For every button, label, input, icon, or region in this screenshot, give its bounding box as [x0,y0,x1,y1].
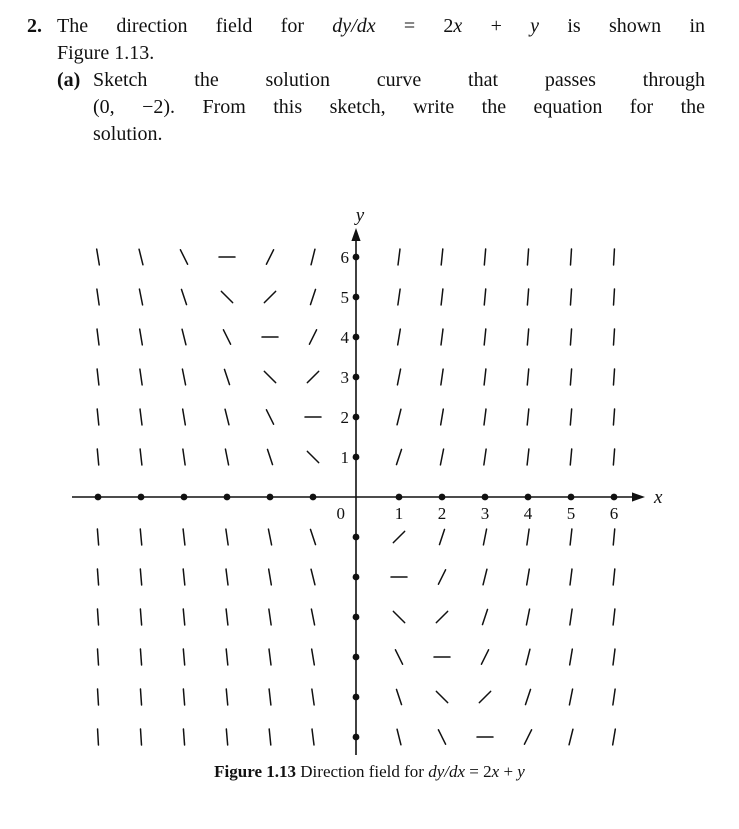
x-axis-dot [395,494,402,501]
x-axis-dot [137,494,144,501]
slope-mark [140,569,141,585]
slope-mark [479,691,490,702]
slope-mark [97,529,98,545]
slope-mark [183,609,184,625]
slope-mark [436,691,447,702]
y-axis-dot [352,734,359,741]
x-tick-label: 5 [566,504,575,523]
x-tick-label: 4 [523,504,532,523]
slope-mark [268,529,271,545]
y-axis-dot [352,614,359,621]
slope-mark [570,569,572,585]
slope-mark [140,729,141,745]
slope-mark [140,409,142,425]
slope-mark [527,369,528,385]
problem-statement-line-2 [27,40,705,67]
slope-mark [311,689,313,705]
x-tick-label: 1 [394,504,403,523]
slope-mark [223,330,230,344]
slope-mark [226,689,227,705]
slope-mark [397,409,401,425]
slope-mark [139,249,143,265]
slope-mark [182,329,186,345]
slope-mark [527,249,528,265]
slope-mark [264,371,275,382]
text-run: Direction field for [296,762,429,781]
slope-mark [612,689,614,705]
slope-mark [395,650,402,664]
slope-mark [525,689,530,704]
slope-mark [398,249,400,265]
slope-mark [307,371,318,382]
slope-mark [140,449,142,465]
problem-statement-line-1 [27,13,705,40]
slope-mark [483,529,486,545]
slope-mark [483,449,485,465]
slope-mark [269,649,271,665]
slope-mark [311,249,315,265]
slope-mark [613,449,614,465]
slope-mark [225,409,229,425]
figure-1-13 [0,205,739,782]
slope-mark [97,409,99,425]
text-run: is shown in [539,15,705,37]
slope-mark [310,289,315,304]
y-tick-label: 5 [340,288,349,307]
part-a-line-1 [27,67,705,94]
slope-mark [183,569,185,585]
y-axis-dot [352,694,359,701]
slope-mark [440,369,442,385]
slope-mark [97,369,99,385]
slope-mark [613,609,615,625]
math-inline: x [453,15,463,37]
slope-mark [484,249,485,265]
text-run: The direction field for [57,15,333,37]
slope-mark [570,529,572,545]
slope-mark [397,329,400,345]
slope-mark [569,609,571,625]
slope-mark [97,609,98,625]
slope-mark [397,289,399,305]
math-inline: y [530,15,540,37]
slope-mark [484,409,486,425]
slope-mark [183,529,185,545]
slope-mark [182,449,184,465]
y-axis-dot [352,654,359,661]
slope-mark [612,729,615,745]
slope-mark [526,649,530,665]
slope-mark [570,449,571,465]
y-tick-label: 4 [340,328,349,347]
y-axis-arrowhead [351,228,360,241]
slope-mark [140,529,141,545]
math-inline: dy/dx [332,15,376,37]
slope-mark [441,329,443,345]
slope-mark [484,329,486,345]
slope-mark [97,329,99,345]
origin-label: 0 [336,504,345,523]
problem-2 [27,0,705,148]
y-axis-dot [352,454,359,461]
slope-mark [526,529,528,545]
slope-mark [140,689,141,705]
slope-mark [526,569,529,585]
slope-mark [439,529,444,544]
slope-mark [97,449,98,465]
slope-mark [140,649,141,665]
text-run: Figure 1.13 [214,762,297,781]
slope-mark [139,329,142,345]
slope-mark [269,729,271,745]
slope-mark [569,729,573,745]
x-axis-dot [438,494,445,501]
slope-mark [266,250,273,264]
slope-mark [267,449,272,464]
slope-mark [139,289,142,305]
x-tick-label: 3 [480,504,489,523]
x-axis-dot [524,494,531,501]
slope-mark [438,730,445,744]
slope-mark [224,369,229,384]
math-inline: y [517,762,525,781]
slope-mark [307,451,318,462]
slope-mark [484,369,486,385]
direction-field-plot [60,205,680,760]
x-axis-dot [610,494,617,501]
slope-mark [97,729,98,745]
slope-mark [96,289,98,305]
slope-mark [311,609,314,625]
slope-mark [570,409,571,425]
text-run: solution. [93,123,163,145]
y-axis-dot [352,574,359,581]
slope-mark [396,449,401,464]
slope-mark [527,449,529,465]
slope-mark [393,611,404,622]
slope-mark [226,729,227,745]
slope-mark [570,369,571,385]
x-axis-dot [223,494,230,501]
x-tick-label: 2 [437,504,446,523]
slope-mark [527,329,528,345]
slope-mark [481,650,488,664]
slope-mark [613,649,615,665]
slope-mark [569,689,572,705]
slope-mark [264,291,275,302]
x-axis-dot [567,494,574,501]
slope-mark [226,609,228,625]
slope-mark [613,369,614,385]
math-inline: x [491,762,500,781]
slope-mark [570,289,571,305]
part-a-text [93,69,705,91]
slope-mark [613,409,614,425]
slope-mark [183,689,184,705]
text-run: Sketch the solution curve that passes through [93,69,705,91]
x-axis-dot [309,494,316,501]
slope-mark [139,369,141,385]
x-axis-dot [94,494,101,501]
slope-mark [397,729,401,745]
slope-mark [183,649,184,665]
slope-mark [440,409,443,425]
slope-mark [226,569,228,585]
text-run: (0, −2). From this sketch, write the equation for the [93,96,705,118]
text-run: + [499,762,518,781]
y-axis-dot [352,254,359,261]
slope-mark [182,369,185,385]
y-axis-dot [352,374,359,381]
slope-mark [181,289,186,304]
slope-mark [312,729,314,745]
slope-mark [396,689,401,704]
slope-mark [309,330,316,344]
slope-mark [221,291,232,302]
slope-mark [441,249,443,265]
slope-mark [613,249,614,265]
slope-mark [570,249,571,265]
slope-mark [613,289,614,305]
slope-mark [569,649,572,665]
slope-mark [570,329,571,345]
slope-mark [225,529,227,545]
part-a-line-2 [27,94,705,121]
slope-mark [613,529,614,545]
y-axis-dot [352,294,359,301]
y-tick-label: 2 [340,408,349,427]
x-axis-dot [266,494,273,501]
slope-mark [97,689,98,705]
slope-mark [97,569,98,585]
problem-statement-text [57,15,705,37]
slope-mark [397,369,400,385]
slope-mark [268,569,271,585]
slope-mark [310,529,315,544]
x-axis-dot [481,494,488,501]
slope-mark [97,649,98,665]
y-axis-dot [352,334,359,341]
y-tick-label: 6 [340,248,349,267]
text-run: = 2 [375,15,454,37]
y-tick-label: 1 [340,448,349,467]
slope-mark [266,410,273,424]
slope-mark [311,649,314,665]
x-axis-dot [180,494,187,501]
y-axis-dot [352,414,359,421]
slope-mark [527,409,529,425]
slope-mark [482,609,487,624]
figure-caption [0,762,739,782]
slope-mark [524,730,531,744]
slope-mark [436,611,447,622]
slope-mark [527,289,528,305]
text-run: Figure 1.13. [57,42,155,64]
x-axis-label: x [653,487,662,508]
problem-number: 2. [27,15,42,37]
slope-mark [393,531,404,542]
slope-mark [483,569,487,585]
x-tick-label: 6 [609,504,618,523]
part-a-label: (a) [57,69,81,91]
math-inline: dy/dx [428,762,466,781]
slope-mark [311,569,315,585]
slope-mark [613,329,614,345]
slope-mark [225,449,228,465]
slope-mark [96,249,99,265]
y-axis-dot [352,534,359,541]
slope-mark [484,289,485,305]
x-axis-arrowhead [632,492,645,501]
y-axis-label: y [355,205,364,226]
text-run: + [462,15,531,37]
slope-mark [183,729,184,745]
slope-mark [438,570,445,584]
slope-mark [140,609,141,625]
slope-mark [613,569,615,585]
slope-mark [268,609,270,625]
slope-mark [269,689,271,705]
slope-mark [526,609,529,625]
text-run: = 2 [465,762,492,781]
slope-mark [441,289,443,305]
slope-mark [180,250,187,264]
slope-mark [226,649,228,665]
y-tick-label: 3 [340,368,349,387]
slope-mark [440,449,443,465]
slope-mark [182,409,185,425]
part-a-line-3 [27,121,705,148]
